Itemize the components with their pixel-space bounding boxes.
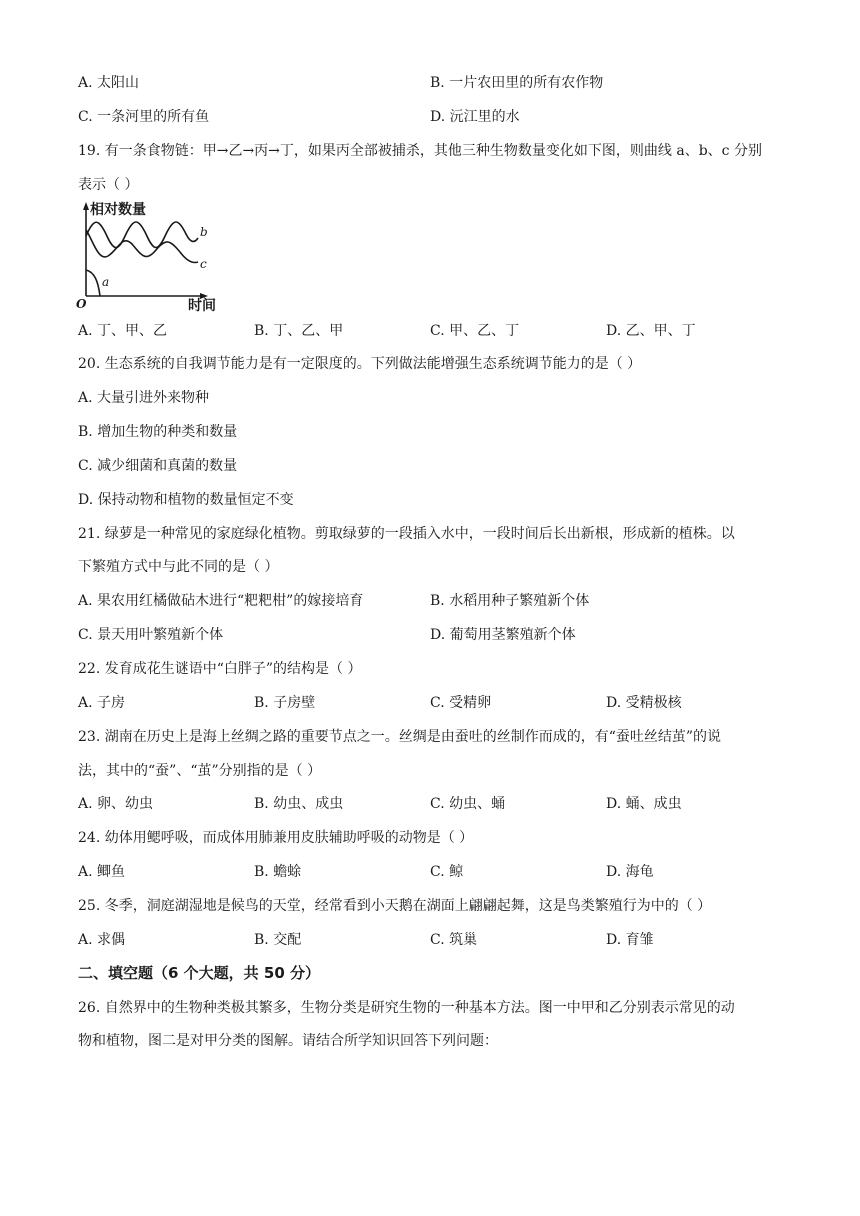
q24-option-b: B. 蟾蜍 <box>254 864 302 880</box>
q19-stem-line2: 表示（ ） <box>78 177 139 193</box>
q23-option-b: B. 幼虫、成虫 <box>254 796 344 812</box>
q23-stem-line1: 23. 湖南在历史上是海上丝绸之路的重要节点之一。丝绸是由蚕吐的丝制作而成的，有“蚕吐丝结茧”的说 <box>78 729 722 745</box>
q22-option-b: B. 子房壁 <box>254 695 316 711</box>
q24-option-d: D. 海龟 <box>606 864 654 880</box>
q20-option-d: D. 保持动物和植物的数量恒定不变 <box>78 492 294 508</box>
q18-option-d: D. 沅江里的水 <box>430 109 520 125</box>
q18-option-a: A. 太阳山 <box>78 75 140 91</box>
q26-stem-line2: 物和植物，图二是对甲分类的图解。请结合所学知识回答下列问题： <box>78 1033 498 1049</box>
q25-option-b: B. 交配 <box>254 932 302 948</box>
q19-population-figure <box>76 200 226 312</box>
y-axis-arrow <box>83 202 89 210</box>
q18-option-c: C. 一条河里的所有鱼 <box>78 109 210 125</box>
x-axis-label: 时间 <box>188 298 216 312</box>
q25-option-a: A. 求偶 <box>78 932 126 948</box>
q21-stem-line1: 21. 绿萝是一种常见的家庭绿化植物。剪取绿萝的一段插入水中，一段时间后长出新根，形成新的植株。以 <box>78 526 735 542</box>
curve-c-label: c <box>200 257 207 271</box>
q19-option-d: D. 乙、甲、丁 <box>606 323 696 339</box>
q22-option-c: C. 受精卵 <box>430 695 492 711</box>
q23-stem-line2: 法，其中的“蚕”、“茧”分别指的是（ ） <box>78 763 322 779</box>
curve-b <box>86 222 198 248</box>
q21-option-a: A. 果农用红橘做砧木进行“粑粑柑”的嫁接培育 <box>78 593 364 609</box>
q21-option-d: D. 葡萄用茎繁殖新个体 <box>430 627 576 643</box>
q23-option-a: A. 卵、幼虫 <box>78 796 154 812</box>
q20-option-c: C. 减少细菌和真菌的数量 <box>78 458 238 474</box>
q19-option-c: C. 甲、乙、丁 <box>430 323 520 339</box>
q24-stem: 24. 幼体用鳃呼吸，而成体用肺兼用皮肤辅助呼吸的动物是（ ） <box>78 830 474 846</box>
q20-option-a: A. 大量引进外来物种 <box>78 390 210 406</box>
q21-option-b: B. 水稻用种子繁殖新个体 <box>430 593 590 609</box>
q19-stem-line1: 19. 有一条食物链：甲→乙→丙→丁，如果丙全部被捕杀，其他三种生物数量变化如下图，则曲线 a、b、c 分别 <box>78 143 762 159</box>
q22-stem: 22. 发育成花生谜语中“白胖子”的结构是（ ） <box>78 661 362 677</box>
q24-option-a: A. 鲫鱼 <box>78 864 126 880</box>
curve-a-label: a <box>102 275 110 289</box>
q25-option-c: C. 筑巢 <box>430 932 478 948</box>
curve-b-label: b <box>200 225 208 239</box>
origin-label: O <box>76 297 87 311</box>
section-heading-fill-in: 二、填空题（6 个大题，共 50 分） <box>78 964 320 982</box>
q19-option-b: B. 丁、乙、甲 <box>254 323 344 339</box>
q22-option-a: A. 子房 <box>78 695 126 711</box>
y-axis-label: 相对数量 <box>90 202 146 218</box>
q25-option-d: D. 育雏 <box>606 932 654 948</box>
q19-option-a: A. 丁、甲、乙 <box>78 323 168 339</box>
q25-stem: 25. 冬季，洞庭湖湿地是候鸟的天堂，经常看到小天鹅在湖面上翩翩起舞，这是鸟类繁殖行为中的（ ） <box>78 898 712 914</box>
q21-stem-line2: 下繁殖方式中与此不同的是（ ） <box>78 559 279 575</box>
q18-option-b: B. 一片农田里的所有农作物 <box>430 75 604 91</box>
q23-option-d: D. 蛹、成虫 <box>606 796 682 812</box>
q20-option-b: B. 增加生物的种类和数量 <box>78 424 238 440</box>
q21-option-c: C. 景天用叶繁殖新个体 <box>78 627 224 643</box>
curve-c <box>86 230 198 263</box>
q26-stem-line1: 26. 自然界中的生物种类极其繁多，生物分类是研究生物的一种基本方法。图一中甲和乙分别表示常见的动 <box>78 1000 735 1016</box>
q20-stem: 20. 生态系统的自我调节能力是有一定限度的。下列做法能增强生态系统调节能力的是（ ） <box>78 356 642 372</box>
q23-option-c: C. 幼虫、蛹 <box>430 796 506 812</box>
q24-option-c: C. 鲸 <box>430 864 464 880</box>
curve-a <box>86 270 100 296</box>
q22-option-d: D. 受精极核 <box>606 695 682 711</box>
